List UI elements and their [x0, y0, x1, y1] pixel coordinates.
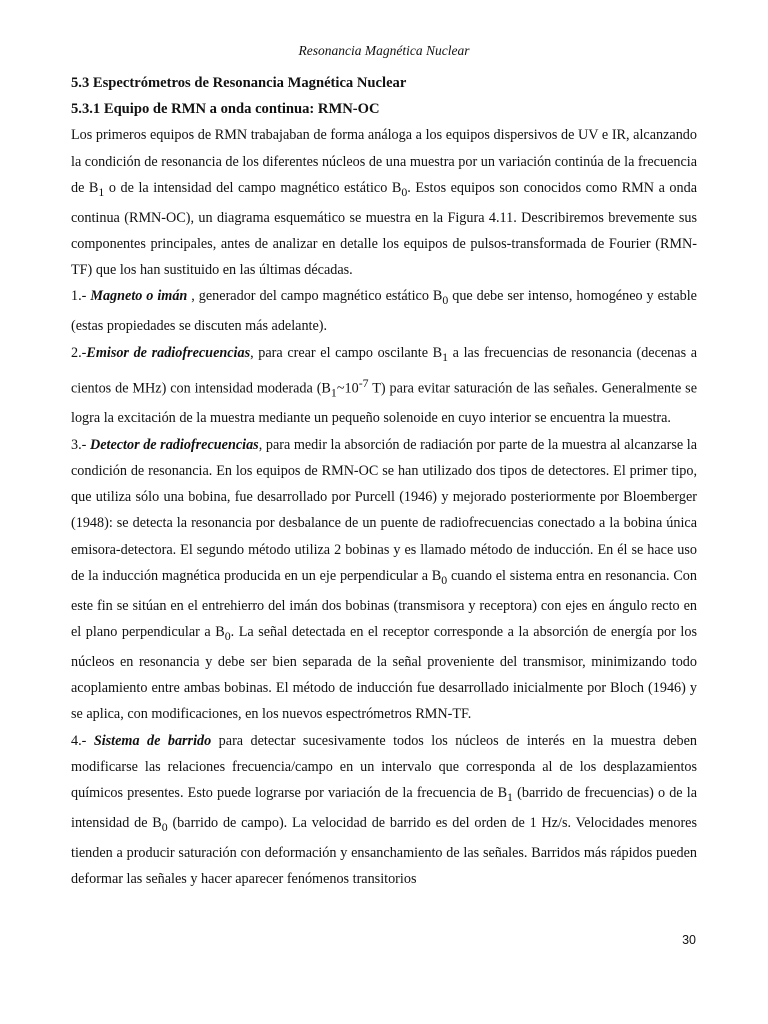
subscript: 0: [401, 184, 408, 199]
page-number: 30: [682, 933, 696, 947]
item-text-1: , para medir la absorción de radiación por parte de la muestra al alcanzarse la condición de resonancia. En los equipos de RMN-OC se han utilizado dos tipos de detectores. El primer tipo, que utiliza sólo una bobina, fue desarrollado por Purcell (1946) y mejorado posteriormente por Bloemberger (1948): se detecta la resonancia por desbalance de un puente de radiofrecuencias conectado a la bobina única emisora-detectora. El segundo método utiliza 2 bobinas y es llamado método de inducción. En él se hace uso de la inducción magnética producida en un eje perpendicular a B: [71, 436, 697, 584]
item-text-2: cuando el sistema entra en resonancia. Con este fin se sitúan en el entrehierro del imán dos bobinas (transmisora y receptora) con ejes en ángulo recto en el plano perpendicular a B: [71, 567, 697, 640]
item-magnet: [71, 283, 697, 339]
intro-text-1: Los primeros equipos de RMN trabajaban de forma análoga a los equipos dispersivos de UV e IR, alcanzando la condición de resonancia de los diferentes núcleos de una muestra por un variación continúa de la frecuencia de B: [71, 127, 697, 196]
subscript: 0: [224, 628, 231, 643]
subscript: 0: [441, 572, 448, 587]
subscript: 1: [330, 385, 337, 400]
item-text-3: ~10: [336, 380, 359, 397]
item-term: Detector de radiofrecuencias: [89, 436, 259, 453]
section-heading: 5.3 Espectrómetros de Resonancia Magnética Nuclear: [71, 75, 407, 91]
subscript: 0: [161, 819, 168, 834]
item-sweep: [71, 728, 697, 893]
item-text-2: (barrido de frecuencias) o de la intensidad de B: [71, 784, 697, 832]
item-number: 4.-: [71, 732, 94, 749]
subscript: 1: [507, 789, 513, 804]
item-text-1: , para crear el campo oscilante B: [250, 344, 443, 361]
item-text-1: , generador del campo magnético estático B: [187, 288, 443, 305]
item-emitter: [71, 340, 697, 432]
superscript: -7: [358, 375, 369, 390]
item-term: Sistema de barrido: [93, 732, 212, 749]
subscript: 1: [442, 349, 449, 364]
item-text-2: que debe ser intenso, homogéneo y estable (estas propiedades se discuten más adelante).: [71, 288, 697, 335]
item-text-1: para detectar sucesivamente todos los núcleos de interés en la muestra deben modificarse las relaciones frecuencia/campo en un intervalo que corresponda al de los desplazamientos químicos presentes. Esto puede lograrse por variación de la frecuencia de B: [71, 732, 697, 801]
subscript: 1: [98, 184, 105, 199]
intro-paragraph: [71, 122, 697, 283]
item-term: Emisor de radiofrecuencias: [86, 344, 251, 361]
item-text-4: T) para evitar saturación de las señales. Generalmente se logra la excitación de la muestra mediante un pequeño solenoide en cuyo interior se encuentra la muestra.: [71, 380, 697, 427]
intro-text-3: . Estos equipos son conocidos como RMN a onda continua (RMN-OC), un diagrama esquemático se muestra en la Figura 4.11. Describiremos brevemente sus componentes principales, antes de analizar en detalle los equipos de pulsos-transformada de Fourier (RMN-TF) que los han sustituido en las últimas décadas.: [71, 179, 697, 279]
item-number: 1.-: [71, 288, 91, 305]
subsection-heading: 5.3.1 Equipo de RMN a onda continua: RMN-OC: [71, 101, 380, 118]
item-text-3: (barrido de campo). La velocidad de barrido es del orden de 1 Hz/s. Velocidades menores tienden a producir saturación con deformación y ensanchamiento de las señales. Barridos más rápidos pueden deformar las señales y hacer aparecer fenómenos transitorios: [71, 815, 697, 888]
item-term: Magneto o imán: [90, 288, 188, 305]
item-detector: [71, 432, 697, 728]
body-text: [71, 70, 697, 892]
item-text-2: a las frecuencias de resonancia (decenas a cientos de MHz) con intensidad moderada (B: [71, 344, 698, 397]
item-number: 3.-: [71, 436, 90, 453]
item-text-3: . La señal detectada en el receptor corresponde a la absorción de energía por los núcleos en resonancia y debe ser bien separada de la señal proveniente del transmisor, minimizando todo acoplamiento entre ambas bobinas. El método de inducción fue desarrollado inicialmente por Bloch (1946) y se aplica, con modificaciones, en los nuevos espectrómetros RMN-TF.: [71, 623, 697, 723]
intro-text-2: o de la intensidad del campo magnético estático B: [104, 179, 402, 196]
running-header: Resonancia Magnética Nuclear: [298, 43, 470, 58]
item-number: 2.-: [71, 344, 87, 361]
subscript: 0: [442, 293, 449, 308]
